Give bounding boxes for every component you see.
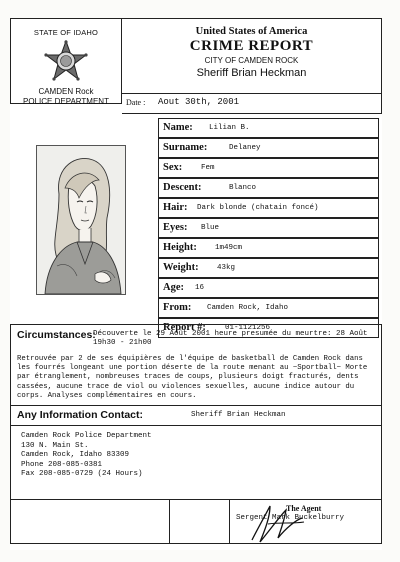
contact-value: Sheriff Brian Heckman	[191, 411, 286, 419]
footer-cell-1	[10, 500, 170, 544]
field-value: 1m49cm	[215, 244, 243, 252]
field-label: Eyes:	[163, 222, 188, 233]
address-section	[10, 426, 382, 500]
field-row	[158, 118, 379, 138]
circumstances-text: Retrouvée par 2 de ses équipières de l'équipe de basketball de Camden Rock dans les fourrés longeant une portion déserte de la route menant au ~Sportball~ Morte par étranglement, nombreuses traces de coups, plusieurs doigt fracturés, dents cassées, aucune trace de viol ou violences sexuelles, aucune indice autour du corps. Analyses complémentaires en cours.	[17, 355, 368, 400]
contact-row	[10, 406, 382, 426]
portrait-sketch	[37, 146, 125, 294]
handwritten-signature	[240, 502, 330, 544]
field-value: 43kg	[217, 264, 236, 272]
field-label: Descent:	[163, 182, 202, 193]
city-heading: CITY OF CAMDEN ROCK	[204, 56, 299, 65]
suspect-photo	[36, 145, 126, 295]
sheriff-star-badge-icon	[43, 40, 89, 84]
field-row	[158, 298, 379, 318]
field-value: Blue	[201, 224, 220, 232]
date-label: Date :	[126, 98, 146, 107]
field-value: 01-1121256	[225, 324, 271, 332]
circumstances-headline: Découverte le 29 Août 2001 heure presumée du meurtre: 28 Août 19h30 - 21h00	[93, 330, 368, 347]
circumstances-label: Circumstances:	[17, 329, 96, 341]
field-label: Name:	[163, 122, 193, 133]
field-label: Surname:	[163, 142, 208, 153]
date-row	[122, 94, 382, 114]
field-value: Dark blonde (chatain foncé)	[197, 204, 319, 212]
report-title-panel	[122, 18, 382, 94]
agent-label: The Agent	[286, 504, 322, 513]
footer-cell-2	[170, 500, 230, 544]
field-label: Height:	[163, 242, 197, 253]
field-row	[158, 138, 379, 158]
sheriff-heading: Sheriff Brian Heckman	[196, 67, 307, 79]
field-label: From:	[163, 302, 192, 313]
field-label: Weight:	[163, 262, 199, 273]
crime-report-page	[10, 18, 382, 550]
contact-label: Any Information Contact:	[17, 409, 143, 421]
signature-cell	[230, 500, 382, 544]
address-line: Camden Rock, Idaho 83309	[21, 451, 130, 459]
field-value: Camden Rock, Idaho	[207, 304, 289, 312]
department-line-1: CAMDEN Rock	[38, 87, 94, 96]
field-row	[158, 218, 379, 238]
address-block	[21, 432, 152, 480]
department-name	[11, 87, 121, 107]
field-value: Fem	[201, 164, 215, 172]
field-label: Hair:	[163, 202, 188, 213]
field-row	[158, 198, 379, 218]
field-value: Lilian B.	[209, 124, 250, 132]
address-line: Fax 208-085-0729 (24 Hours)	[21, 470, 143, 478]
department-line-2: POLICE DEPARTMENT	[23, 97, 109, 106]
address-line: Camden Rock Police Department	[21, 432, 152, 440]
field-value: Delaney	[229, 144, 261, 152]
state-label: STATE OF IDAHO	[33, 28, 99, 37]
address-line: 130 N. Main St.	[21, 441, 89, 450]
sergeant-name: Sergent Mark Buckelburry	[236, 514, 345, 522]
field-row	[158, 238, 379, 258]
report-title: CRIME REPORT	[189, 38, 314, 54]
field-row	[158, 158, 379, 178]
date-value: Aout 30th, 2001	[158, 97, 240, 107]
department-badge-panel	[10, 18, 122, 104]
field-value: 16	[195, 284, 205, 292]
field-row	[158, 258, 379, 278]
address-line: Phone 208-085-0381	[21, 460, 103, 469]
field-row	[158, 278, 379, 298]
field-row	[158, 178, 379, 198]
field-label: Report #:	[163, 322, 206, 333]
field-label: Age:	[163, 282, 184, 293]
field-value: Blanco	[229, 184, 257, 192]
circumstances-section	[10, 324, 382, 406]
field-label: Sex:	[163, 162, 183, 173]
country-heading: United States of America	[195, 26, 308, 37]
